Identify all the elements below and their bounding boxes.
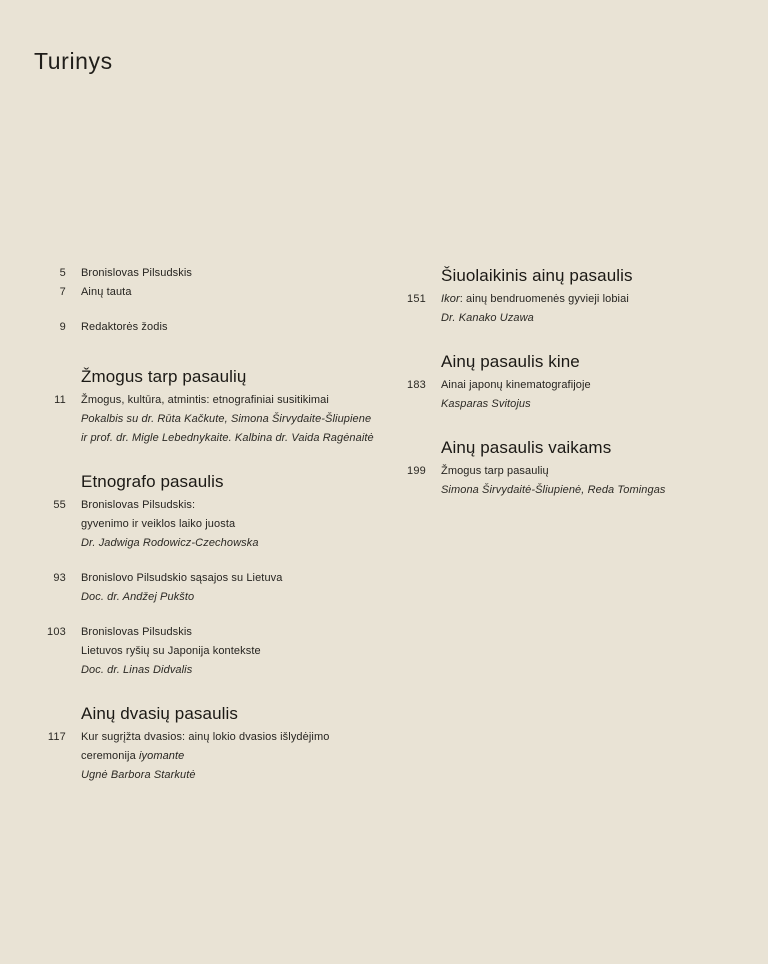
page-number: 151 xyxy=(407,293,426,305)
toc-right-column xyxy=(392,264,732,500)
spacer xyxy=(34,337,394,365)
page-number: 55 xyxy=(53,499,66,511)
page-number: 11 xyxy=(54,394,66,406)
entry-title: Lietuvos ryšių su Japonija kontekste xyxy=(81,645,261,657)
section-heading: Šiuolaikinis ainų pasaulis xyxy=(441,266,633,285)
page-number: 183 xyxy=(407,379,426,391)
entry-contributors: Pokalbis su dr. Rūta Kačkute, Simona Širvydaite-Šliupiene xyxy=(81,413,372,425)
toc-entry[interactable] xyxy=(34,283,394,302)
entry-contributors: ir prof. dr. Migle Lebednykaite. Kalbina dr. Vaida Ragėnaitė xyxy=(81,432,374,444)
page-number: 7 xyxy=(59,286,66,298)
entry-title-emphasis: iyomante xyxy=(138,750,185,762)
entry-title: Redaktorės žodis xyxy=(81,321,168,333)
toc-entry[interactable] xyxy=(34,264,394,283)
page-number: 117 xyxy=(47,731,66,743)
entry-contributors: Ugnė Barbora Starkutė xyxy=(81,769,196,781)
page-number: 9 xyxy=(59,321,66,333)
section-heading: Žmogus tarp pasaulių xyxy=(81,367,247,386)
entry-title: Ainų tauta xyxy=(81,286,132,298)
spacer xyxy=(34,553,394,569)
toc-entry[interactable] xyxy=(34,391,394,448)
entry-title: Bronislovo Pilsudskio sąsajos su Lietuva xyxy=(81,572,283,584)
section-heading: Etnografo pasaulis xyxy=(81,472,224,491)
entry-title: Bronislovas Pilsudskis xyxy=(81,626,193,638)
section-heading: Ainų pasaulis kine xyxy=(441,352,580,371)
entry-title-text: ceremonija xyxy=(81,750,139,762)
spacer xyxy=(34,680,394,702)
toc-left-column xyxy=(34,264,394,785)
toc-entry[interactable] xyxy=(392,290,732,328)
toc-entry[interactable] xyxy=(34,569,394,607)
toc-entry[interactable] xyxy=(34,623,394,680)
entry-title xyxy=(81,747,394,766)
page-number: 199 xyxy=(407,465,426,477)
entry-contributors: Simona Širvydaitė-Šliupienė, Reda Tomingas xyxy=(441,484,666,496)
entry-contributors: Doc. dr. Linas Didvalis xyxy=(81,664,193,676)
entry-title: Ainai japonų kinematografijoje xyxy=(441,379,591,391)
entry-title: Bronislovas Pilsudskis xyxy=(81,267,193,279)
spacer xyxy=(34,448,394,470)
entry-contributors: Dr. Kanako Uzawa xyxy=(441,312,534,324)
entry-title: Žmogus tarp pasaulių xyxy=(441,465,549,477)
entry-title xyxy=(441,290,732,309)
spacer xyxy=(392,328,732,350)
entry-title: Kur sugrįžta dvasios: ainų lokio dvasios išlydėjimo xyxy=(81,731,330,743)
entry-contributors: Doc. dr. Andžej Pukšto xyxy=(81,591,195,603)
spacer xyxy=(34,607,394,623)
entry-contributors: Kasparas Svitojus xyxy=(441,398,531,410)
entry-title-emphasis: Ikor xyxy=(441,293,460,305)
entry-contributors: Dr. Jadwiga Rodowicz-Czechowska xyxy=(81,537,259,549)
toc-entry[interactable] xyxy=(34,318,394,337)
toc-entry[interactable] xyxy=(34,496,394,553)
entry-title-text: : ainų bendruomenės gyvieji lobiai xyxy=(459,293,629,305)
toc-entry[interactable] xyxy=(34,728,394,785)
entry-title: Žmogus, kultūra, atmintis: etnografiniai susitikimai xyxy=(81,394,329,406)
entry-title: gyvenimo ir veiklos laiko juosta xyxy=(81,518,236,530)
page-number: 5 xyxy=(59,267,66,279)
entry-title: Bronislovas Pilsudskis: xyxy=(81,499,196,511)
section-heading: Ainų dvasių pasaulis xyxy=(81,704,238,723)
toc-entry[interactable] xyxy=(392,462,732,500)
page-number: 103 xyxy=(47,626,66,638)
section-heading: Ainų pasaulis vaikams xyxy=(441,438,612,457)
spacer xyxy=(34,302,394,318)
page-number: 93 xyxy=(53,572,66,584)
spacer xyxy=(392,414,732,436)
page-title: Turinys xyxy=(34,48,113,74)
toc-entry[interactable] xyxy=(392,376,732,414)
